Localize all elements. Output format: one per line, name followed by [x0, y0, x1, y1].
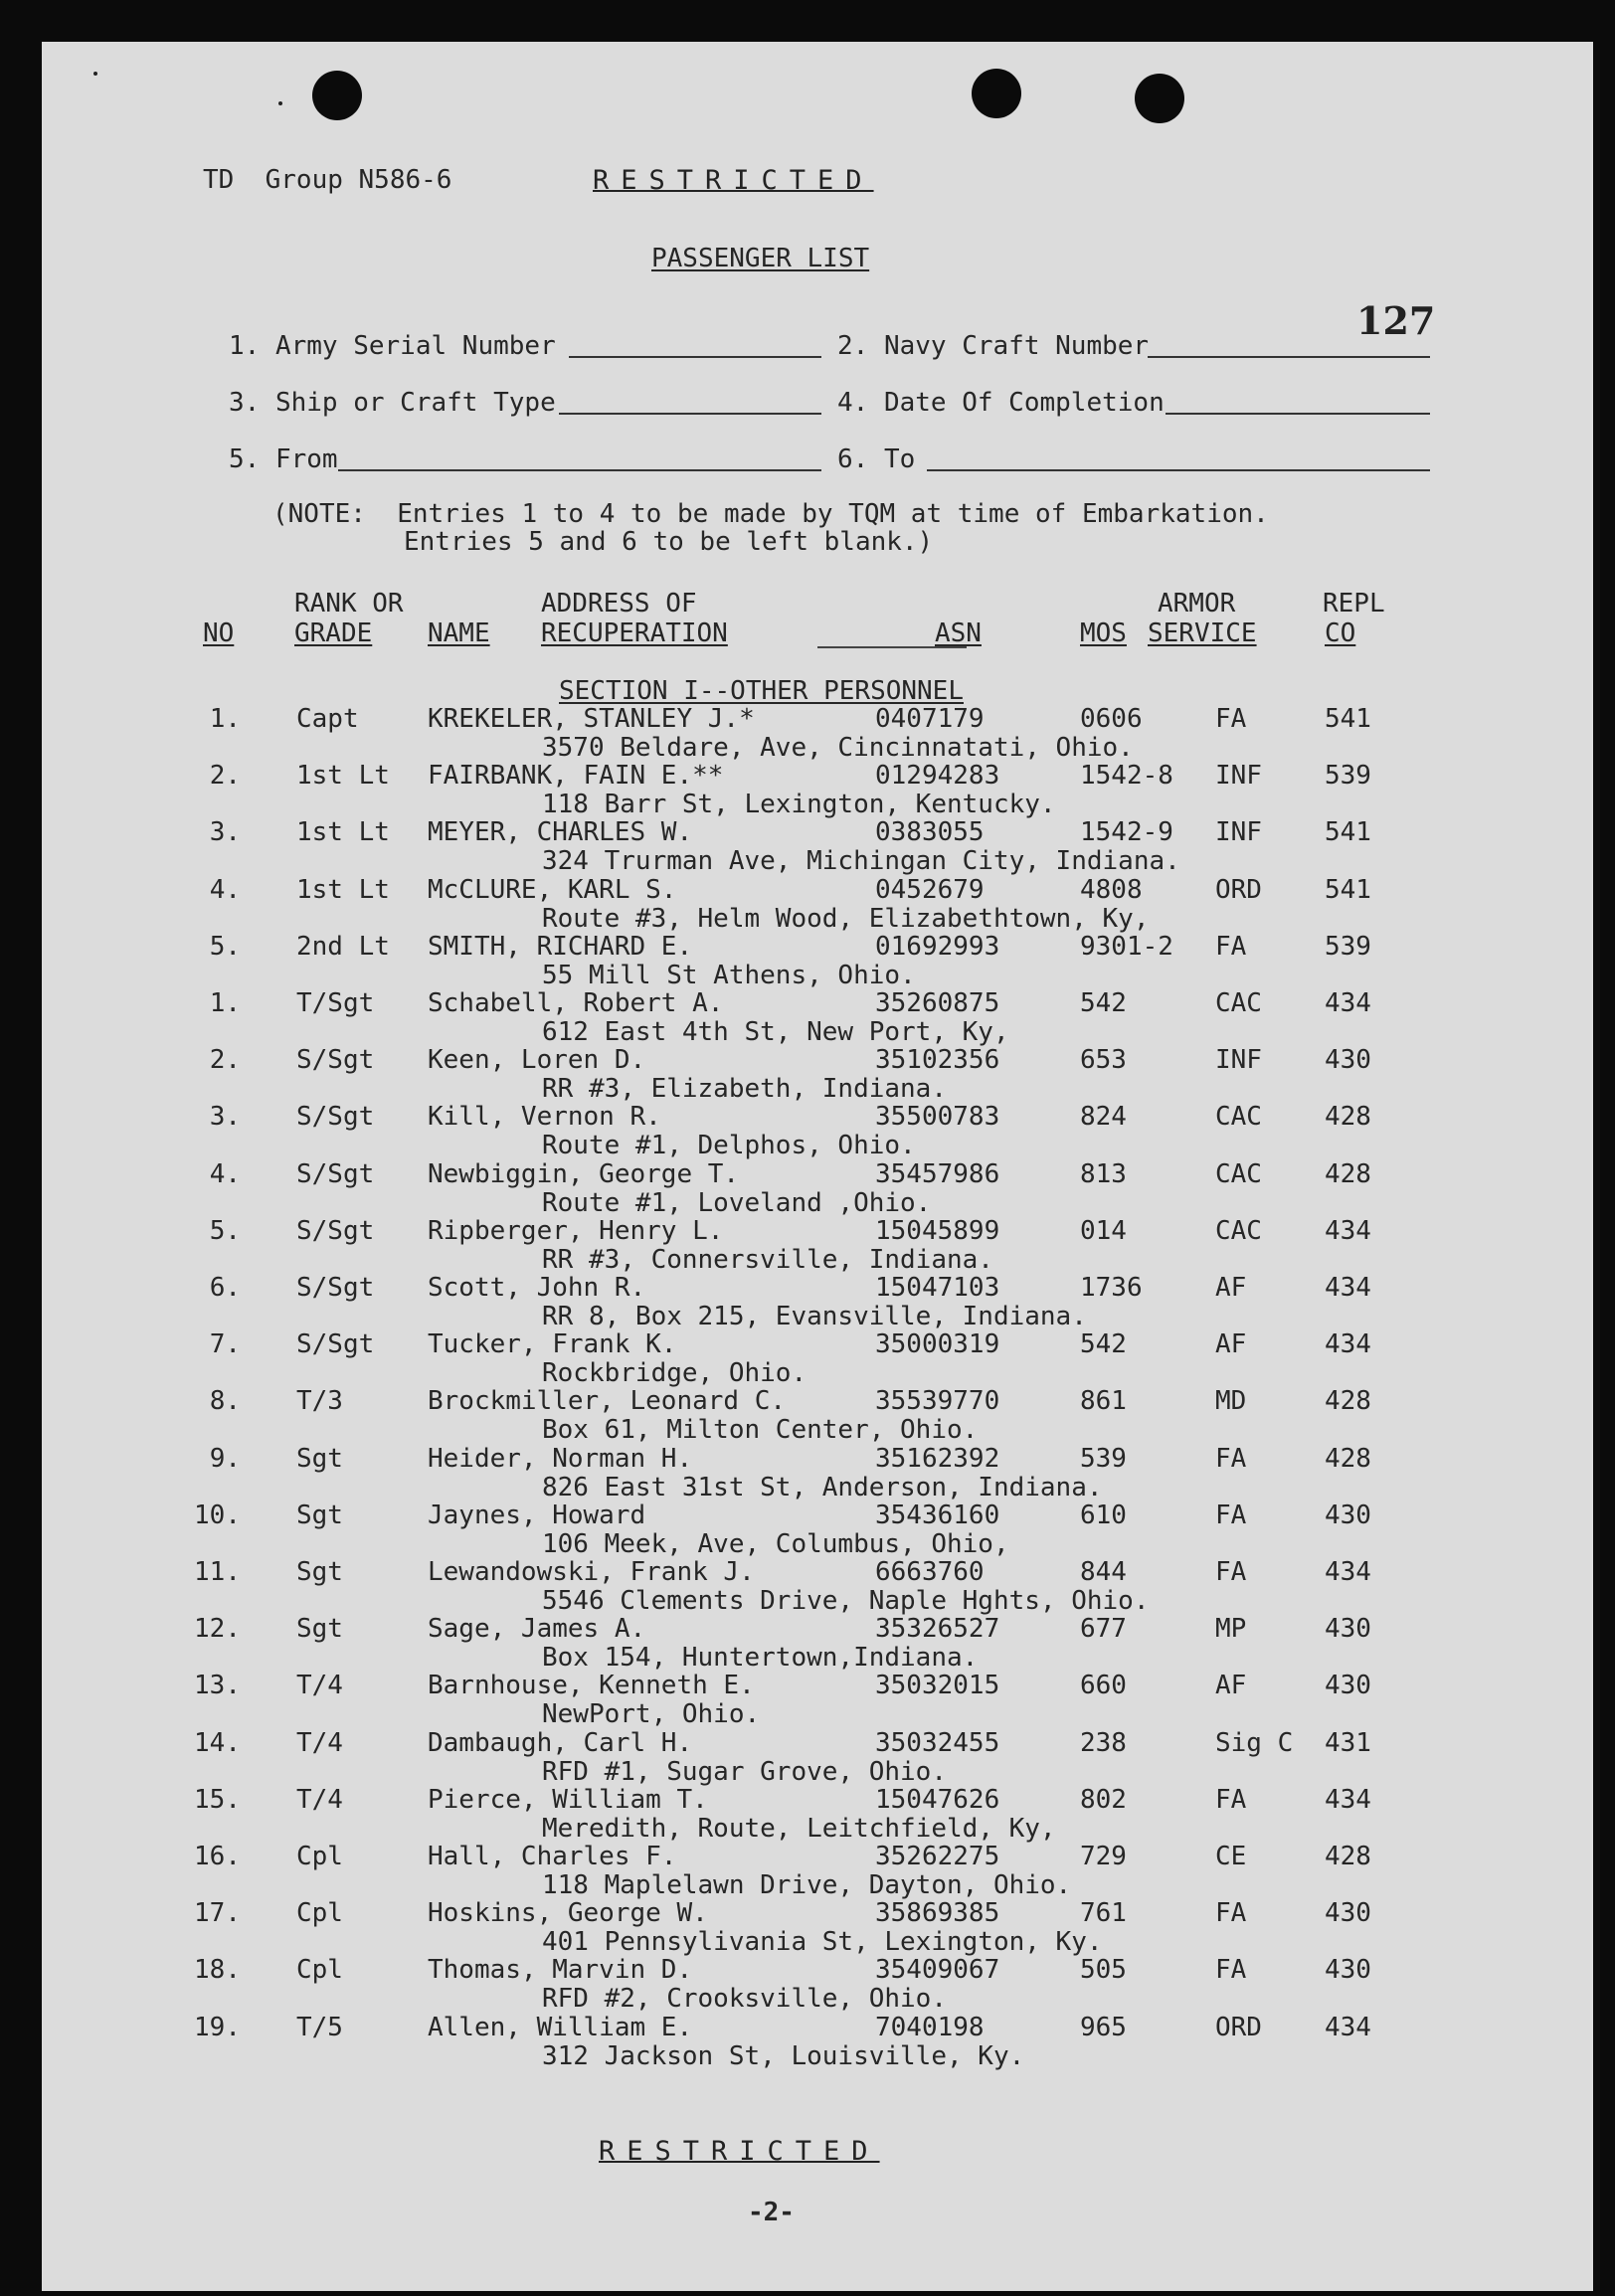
- row-address: RFD #2, Crooksville, Ohio.: [542, 1984, 947, 2015]
- row-service: CAC: [1215, 988, 1262, 1018]
- row-address: Box 61, Milton Center, Ohio.: [542, 1415, 979, 1446]
- row-grade: Cpl: [296, 1955, 343, 1986]
- punch-hole-left: [312, 71, 362, 120]
- row-name: Hoskins, George W.: [428, 1898, 708, 1929]
- row-service: FA: [1215, 704, 1247, 734]
- row-grade: S/Sgt: [296, 1215, 375, 1246]
- row-grade: T/4: [296, 1727, 343, 1758]
- row-grade: S/Sgt: [296, 1158, 375, 1189]
- row-asn: 01294283: [875, 761, 1000, 792]
- row-service: INF: [1215, 817, 1262, 848]
- row-name: Schabell, Robert A.: [428, 988, 724, 1018]
- row-name: Dambaugh, Carl H.: [428, 1727, 693, 1758]
- col-grade: GRADE: [294, 618, 373, 648]
- table-row: [42, 1900, 1593, 1958]
- row-name: Lewandowski, Frank J.: [428, 1557, 755, 1587]
- row-asn: 35500783: [875, 1102, 1000, 1133]
- row-name: McCLURE, KARL S.: [428, 874, 677, 905]
- row-name: Hall, Charles F.: [428, 1842, 677, 1871]
- field-army-serial-label: 1. Army Serial Number: [229, 331, 556, 361]
- field-from-label: 5. From: [229, 444, 338, 474]
- row-service: CAC: [1215, 1158, 1262, 1189]
- row-number: 3.: [209, 817, 241, 848]
- table-row: [42, 1844, 1593, 1901]
- row-asn: 35162392: [875, 1443, 1000, 1474]
- row-mos: 0606: [1080, 704, 1143, 734]
- row-asn: 35539770: [875, 1386, 1000, 1417]
- row-co: 428: [1325, 1386, 1371, 1417]
- row-mos: 542: [1080, 988, 1127, 1018]
- col-address-top: ADDRESS OF: [541, 589, 697, 618]
- row-address: 612 East 4th St, New Port, Ky,: [542, 1017, 1009, 1047]
- row-mos: 610: [1080, 1500, 1127, 1530]
- row-co: 539: [1325, 761, 1371, 792]
- note-line-1: (NOTE: Entries 1 to 4 to be made by TQM at time of Embarkation.: [272, 499, 1269, 529]
- col-recuperation: RECUPERATION: [541, 618, 728, 648]
- row-name: Thomas, Marvin D.: [428, 1955, 693, 1986]
- col-name: NAME: [428, 618, 490, 648]
- field-ship-type-label: 3. Ship or Craft Type: [229, 388, 556, 418]
- row-mos: 238: [1080, 1727, 1127, 1758]
- classification-bottom: RESTRICTED: [599, 2136, 880, 2167]
- row-number: 17.: [194, 1898, 241, 1929]
- row-asn: 7040198: [875, 2012, 985, 2042]
- row-number: 10.: [194, 1500, 241, 1530]
- field-to-line: [927, 469, 1430, 471]
- row-name: Brockmiller, Leonard C.: [428, 1386, 787, 1417]
- col-asn: ASN: [935, 618, 982, 648]
- row-service: MP: [1215, 1614, 1247, 1645]
- speck: [93, 72, 97, 76]
- row-grade: T/3: [296, 1386, 343, 1417]
- row-mos: 4808: [1080, 874, 1143, 905]
- row-co: 430: [1325, 1671, 1371, 1701]
- col-repl-top: REPL: [1323, 589, 1385, 618]
- row-address: 118 Barr St, Lexington, Kentucky.: [542, 790, 1056, 820]
- row-address: Box 154, Huntertown,Indiana.: [542, 1643, 979, 1674]
- row-mos: 677: [1080, 1614, 1127, 1645]
- row-address: 3570 Beldare, Ave, Cincinnatati, Ohio.: [542, 733, 1134, 763]
- row-name: Scott, John R.: [428, 1273, 646, 1303]
- row-co: 434: [1325, 1215, 1371, 1246]
- row-asn: 15045899: [875, 1215, 1000, 1246]
- table-row: [42, 1443, 1593, 1503]
- row-service: INF: [1215, 761, 1262, 792]
- row-grade: Sgt: [296, 1500, 343, 1530]
- row-address: Rockbridge, Ohio.: [542, 1358, 808, 1389]
- row-name: Pierce, William T.: [428, 1784, 708, 1815]
- row-grade: S/Sgt: [296, 1102, 375, 1133]
- col-service: SERVICE: [1148, 618, 1257, 648]
- row-grade: S/Sgt: [296, 1273, 375, 1303]
- row-co: 434: [1325, 1557, 1371, 1587]
- note-line-2: Entries 5 and 6 to be left blank.): [404, 527, 934, 557]
- row-service: MD: [1215, 1386, 1247, 1417]
- row-service: CAC: [1215, 1215, 1262, 1246]
- field-navy-craft-line: [1148, 356, 1430, 358]
- row-service: FA: [1215, 1443, 1247, 1474]
- row-number: 4.: [209, 874, 241, 905]
- row-mos: 9301-2: [1080, 931, 1173, 962]
- row-service: FA: [1215, 1784, 1247, 1815]
- table-row: [42, 1784, 1593, 1845]
- table-row: [42, 1158, 1593, 1219]
- row-service: AF: [1215, 1671, 1247, 1701]
- row-number: 13.: [194, 1671, 241, 1701]
- table-row: [42, 1559, 1593, 1617]
- row-number: 16.: [194, 1842, 241, 1871]
- row-number: 15.: [194, 1784, 241, 1815]
- row-number: 14.: [194, 1727, 241, 1758]
- row-grade: Sgt: [296, 1443, 343, 1474]
- table-row: [42, 2012, 1593, 2072]
- row-mos: 653: [1080, 1045, 1127, 1076]
- row-name: Heider, Norman H.: [428, 1443, 693, 1474]
- row-address: Route #1, Delphos, Ohio.: [542, 1131, 916, 1161]
- row-address: Route #1, Loveland ,Ohio.: [542, 1187, 932, 1218]
- row-grade: S/Sgt: [296, 1045, 375, 1076]
- row-mos: 729: [1080, 1842, 1127, 1871]
- row-service: FA: [1215, 1898, 1247, 1929]
- table-row: [42, 1331, 1593, 1389]
- field-completion-date-label: 4. Date Of Completion: [837, 388, 1165, 418]
- row-mos: 542: [1080, 1329, 1127, 1360]
- row-name: Kill, Vernon R.: [428, 1102, 661, 1133]
- row-co: 434: [1325, 988, 1371, 1018]
- row-mos: 965: [1080, 2012, 1127, 2042]
- row-asn: 35000319: [875, 1329, 1000, 1360]
- row-number: 2.: [209, 761, 241, 792]
- row-name: Newbiggin, George T.: [428, 1158, 740, 1189]
- row-grade: Sgt: [296, 1557, 343, 1587]
- row-name: Jaynes, Howard: [428, 1500, 646, 1530]
- row-mos: 1736: [1080, 1273, 1143, 1303]
- row-mos: 660: [1080, 1671, 1127, 1701]
- row-co: 430: [1325, 1045, 1371, 1076]
- field-to-label: 6. To: [837, 444, 916, 474]
- row-co: 431: [1325, 1727, 1371, 1758]
- row-mos: 1542-8: [1080, 761, 1173, 792]
- row-co: 428: [1325, 1158, 1371, 1189]
- row-grade: 1st Lt: [296, 817, 390, 848]
- row-address: 55 Mill St Athens, Ohio.: [542, 960, 916, 990]
- row-grade: 2nd Lt: [296, 931, 390, 962]
- row-name: Barnhouse, Kenneth E.: [428, 1671, 755, 1701]
- row-asn: 35436160: [875, 1500, 1000, 1530]
- table-row: [42, 1388, 1593, 1446]
- row-grade: T/Sgt: [296, 988, 375, 1018]
- page-footer-number: -2-: [748, 2198, 795, 2227]
- row-number: 4.: [209, 1158, 241, 1189]
- row-grade: 1st Lt: [296, 761, 390, 792]
- table-row: [42, 763, 1593, 820]
- row-number: 1.: [209, 704, 241, 734]
- row-address: 324 Trurman Ave, Michingan City, Indiana.: [542, 846, 1180, 877]
- row-mos: 761: [1080, 1898, 1127, 1929]
- table-row: [42, 706, 1593, 764]
- table-row: [42, 1616, 1593, 1674]
- row-asn: 35032455: [875, 1727, 1000, 1758]
- row-name: FAIRBANK, FAIN E.**: [428, 761, 724, 792]
- table-row: [42, 990, 1593, 1048]
- row-grade: S/Sgt: [296, 1329, 375, 1360]
- row-name: SMITH, RICHARD E.: [428, 931, 693, 962]
- row-asn: 0383055: [875, 817, 985, 848]
- row-co: 539: [1325, 931, 1371, 962]
- table-row: [42, 931, 1593, 991]
- row-mos: 824: [1080, 1102, 1127, 1133]
- document-title: PASSENGER LIST: [651, 244, 870, 273]
- row-service: FA: [1215, 1500, 1247, 1530]
- row-mos: 861: [1080, 1386, 1127, 1417]
- table-row: [42, 1047, 1593, 1105]
- row-co: 430: [1325, 1898, 1371, 1929]
- row-asn: 0407179: [875, 704, 985, 734]
- row-co: 430: [1325, 1955, 1371, 1986]
- row-mos: 014: [1080, 1215, 1127, 1246]
- row-number: 18.: [194, 1955, 241, 1986]
- row-name: KREKELER, STANLEY J.*: [428, 704, 755, 734]
- row-asn: 15047103: [875, 1273, 1000, 1303]
- page-number: 127: [1356, 298, 1436, 343]
- table-row: [42, 819, 1593, 877]
- field-from-line: [338, 469, 821, 471]
- row-asn: 15047626: [875, 1784, 1000, 1815]
- group-label: TD Group N586-6: [203, 165, 452, 195]
- row-asn: 35409067: [875, 1955, 1000, 1986]
- row-address: RR 8, Box 215, Evansville, Indiana.: [542, 1302, 1087, 1331]
- row-grade: T/4: [296, 1784, 343, 1815]
- row-service: ORD: [1215, 2012, 1262, 2042]
- row-service: AF: [1215, 1273, 1247, 1303]
- row-grade: Cpl: [296, 1842, 343, 1871]
- row-address: RR #3, Connersville, Indiana.: [542, 1244, 993, 1275]
- row-address: 312 Jackson St, Louisville, Ky.: [542, 2040, 1025, 2071]
- row-number: 12.: [194, 1614, 241, 1645]
- row-asn: 6663760: [875, 1557, 985, 1587]
- row-asn: 35262275: [875, 1842, 1000, 1871]
- row-mos: 813: [1080, 1158, 1127, 1189]
- row-co: 428: [1325, 1443, 1371, 1474]
- row-service: Sig C: [1215, 1727, 1294, 1758]
- row-service: ORD: [1215, 874, 1262, 905]
- table-row: [42, 1673, 1593, 1730]
- field-completion-date-line: [1166, 413, 1430, 415]
- row-co: 541: [1325, 817, 1371, 848]
- row-mos: 844: [1080, 1557, 1127, 1587]
- row-asn: 35032015: [875, 1671, 1000, 1701]
- row-service: FA: [1215, 1955, 1247, 1986]
- row-co: 428: [1325, 1102, 1371, 1133]
- row-number: 3.: [209, 1102, 241, 1133]
- row-grade: T/4: [296, 1671, 343, 1701]
- row-number: 1.: [209, 988, 241, 1018]
- row-address: 401 Pennsylivania St, Lexington, Ky.: [542, 1927, 1103, 1958]
- row-grade: Cpl: [296, 1898, 343, 1929]
- row-co: 434: [1325, 1329, 1371, 1360]
- row-number: 11.: [194, 1557, 241, 1587]
- row-asn: 35260875: [875, 988, 1000, 1018]
- row-asn: 35102356: [875, 1045, 1000, 1076]
- row-number: 2.: [209, 1045, 241, 1076]
- table-row: [42, 1215, 1593, 1276]
- row-asn: 01692993: [875, 931, 1000, 962]
- row-co: 434: [1325, 2012, 1371, 2042]
- row-grade: Capt: [296, 704, 359, 734]
- table-row: [42, 1957, 1593, 2015]
- row-address: RFD #1, Sugar Grove, Ohio.: [542, 1756, 947, 1787]
- row-number: 5.: [209, 931, 241, 962]
- row-address: 826 East 31st St, Anderson, Indiana.: [542, 1472, 1103, 1502]
- row-service: INF: [1215, 1045, 1262, 1076]
- classification-top: RESTRICTED: [593, 165, 874, 196]
- row-service: FA: [1215, 931, 1247, 962]
- row-address: RR #3, Elizabeth, Indiana.: [542, 1074, 947, 1105]
- speck: [278, 101, 282, 105]
- row-name: Keen, Loren D.: [428, 1045, 646, 1076]
- col-co: CO: [1325, 618, 1356, 648]
- row-number: 7.: [209, 1329, 241, 1360]
- row-mos: 1542-9: [1080, 817, 1173, 848]
- row-number: 19.: [194, 2012, 241, 2042]
- row-mos: 505: [1080, 1955, 1127, 1986]
- col-no: NO: [203, 618, 235, 648]
- row-co: 430: [1325, 1500, 1371, 1530]
- document-page: [42, 42, 1593, 2291]
- col-mos: MOS: [1080, 618, 1127, 648]
- field-navy-craft-label: 2. Navy Craft Number: [837, 331, 1150, 361]
- row-address: 118 Maplelawn Drive, Dayton, Ohio.: [542, 1870, 1072, 1900]
- row-service: AF: [1215, 1329, 1247, 1360]
- row-grade: 1st Lt: [296, 874, 390, 905]
- row-co: 430: [1325, 1614, 1371, 1645]
- row-number: 9.: [209, 1443, 241, 1474]
- row-address: NewPort, Ohio.: [542, 1699, 761, 1730]
- row-co: 434: [1325, 1784, 1371, 1815]
- table-row: [42, 1104, 1593, 1161]
- row-service: CAC: [1215, 1102, 1262, 1133]
- col-rank-top: RANK OR: [294, 589, 404, 618]
- row-address: Meredith, Route, Leitchfield, Ky,: [542, 1813, 1056, 1844]
- row-name: MEYER, CHARLES W.: [428, 817, 693, 848]
- table-row: [42, 874, 1593, 935]
- row-service: FA: [1215, 1557, 1247, 1587]
- punch-hole-right: [1135, 74, 1184, 123]
- row-co: 434: [1325, 1273, 1371, 1303]
- section-title: SECTION I--OTHER PERSONNEL: [559, 676, 964, 706]
- row-co: 428: [1325, 1842, 1371, 1871]
- row-asn: 35869385: [875, 1898, 1000, 1929]
- row-co: 541: [1325, 704, 1371, 734]
- row-asn: 0452679: [875, 874, 985, 905]
- table-row: [42, 1727, 1593, 1788]
- row-name: Allen, William E.: [428, 2012, 693, 2042]
- row-name: Tucker, Frank K.: [428, 1329, 677, 1360]
- row-mos: 539: [1080, 1443, 1127, 1474]
- field-ship-type-line: [559, 413, 821, 415]
- col-armor-top: ARMOR: [1158, 589, 1236, 618]
- row-asn: 35326527: [875, 1614, 1000, 1645]
- row-number: 6.: [209, 1273, 241, 1303]
- row-number: 8.: [209, 1386, 241, 1417]
- row-address: 106 Meek, Ave, Columbus, Ohio,: [542, 1528, 1009, 1559]
- row-grade: Sgt: [296, 1614, 343, 1645]
- row-name: Sage, James A.: [428, 1614, 646, 1645]
- row-address: Route #3, Helm Wood, Elizabethtown, Ky,: [542, 903, 1150, 934]
- row-service: CE: [1215, 1842, 1247, 1871]
- row-grade: T/5: [296, 2012, 343, 2042]
- table-row: [42, 1275, 1593, 1332]
- table-row: [42, 1502, 1593, 1560]
- row-asn: 35457986: [875, 1158, 1000, 1189]
- field-army-serial-line: [569, 356, 821, 358]
- row-number: 5.: [209, 1215, 241, 1246]
- punch-hole-center: [972, 69, 1021, 118]
- row-name: Ripberger, Henry L.: [428, 1215, 724, 1246]
- row-mos: 802: [1080, 1784, 1127, 1815]
- row-co: 541: [1325, 874, 1371, 905]
- row-address: 5546 Clements Drive, Naple Hghts, Ohio.: [542, 1586, 1150, 1616]
